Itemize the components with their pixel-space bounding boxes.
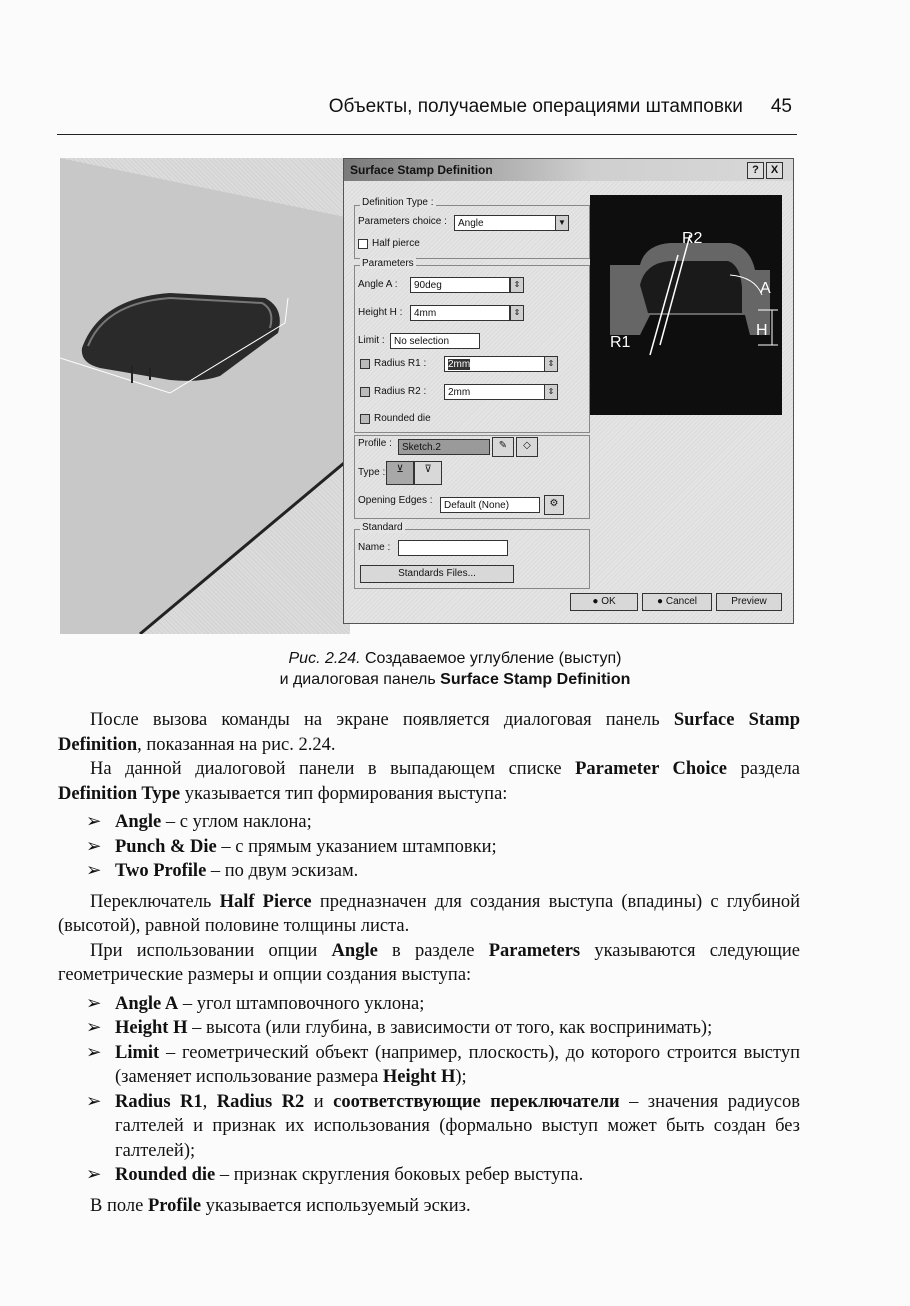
list-desc: – значения радиусов галтелей и признак их использования (формально выступ может быть создан без галтелей); [115, 1091, 800, 1161]
list-item [58, 835, 800, 860]
page-number: 45 [770, 96, 792, 117]
label-r2: R2 [682, 230, 703, 247]
list-term: Two Profile [115, 861, 207, 881]
bullet-arrow-icon: ➢ [86, 1018, 102, 1038]
paragraph-2 [58, 757, 800, 806]
list-term: Limit [115, 1042, 160, 1063]
bullet-arrow-icon: ➢ [86, 993, 102, 1014]
name-label: Name : [358, 542, 391, 553]
radius-r2-spinner[interactable]: ⇕ [544, 384, 558, 400]
radius-r2-toggle[interactable] [360, 387, 370, 397]
radius-r1-spinner[interactable]: ⇕ [544, 356, 558, 372]
body-text [58, 708, 800, 1218]
opening-edges-icon[interactable]: ⚙ [544, 495, 564, 515]
help-button[interactable]: ? [747, 162, 764, 179]
caption-line2-plain: и диалоговая панель [279, 671, 436, 688]
list-term: Radius R1 [115, 1091, 203, 1112]
sketcher-icon[interactable]: ✎ [492, 437, 514, 457]
eraser-icon[interactable]: ◇ [516, 437, 538, 457]
ok-icon: ● [592, 596, 602, 607]
cancel-icon: ● [657, 596, 666, 607]
list-term: Rounded die [115, 1165, 216, 1185]
rounded-die-toggle[interactable] [360, 414, 370, 424]
list-term: Angle [115, 812, 162, 832]
bullet-arrow-icon: ➢ [86, 836, 102, 857]
radius-r2-label: Radius R2 : [374, 386, 427, 397]
type-label: Type : [358, 467, 386, 478]
definition-type-label: Definition Type : [362, 197, 434, 208]
bullet-arrow-icon: ➢ [86, 1091, 102, 1112]
list-term-3: соответствующие переключатели [333, 1091, 620, 1112]
figure-caption [0, 648, 910, 690]
model-viewport [60, 158, 350, 634]
profile-cavity [640, 261, 742, 313]
list-term: Height H [115, 1018, 188, 1038]
type-punch-icon[interactable]: ⊻ [386, 461, 414, 485]
parameters-label: Parameters [362, 258, 414, 269]
limit-input[interactable]: No selection [390, 333, 480, 349]
running-header [0, 96, 792, 118]
cancel-button[interactable] [642, 593, 712, 611]
radius-r1-toggle[interactable] [360, 359, 370, 369]
bullet-arrow-icon: ➢ [86, 1165, 102, 1185]
ok-button[interactable] [570, 593, 638, 611]
paragraph-3 [58, 890, 800, 939]
type-die-icon[interactable]: ⊽ [414, 461, 442, 485]
profile-input[interactable]: Sketch.2 [398, 439, 490, 455]
p2-bold-1: Parameter Choice [575, 759, 727, 779]
list-item [58, 1041, 800, 1090]
p1-text-1: После вызова команды на экране появляется диалоговая панель [90, 710, 674, 730]
list-desc: – с углом наклона; [161, 812, 312, 832]
p4-text-3: указываются следующие геометрические размеры и опции создания выступа: [58, 940, 801, 985]
stamp-model-illustration [60, 158, 350, 634]
p4-text-1: При использовании опции [90, 940, 332, 961]
ok-label: OK [601, 596, 616, 607]
opening-edges-input[interactable]: Default (None) [440, 497, 540, 513]
p2-text-1: На данной диалоговой панели в выпадающем списке [90, 759, 576, 779]
p2-text-2: раздела [726, 759, 800, 779]
p1-bold-1: Surface Stamp Definition [58, 710, 800, 755]
radius-r1-value: 2mm [448, 359, 471, 370]
p3-text-1: Переключатель [90, 891, 220, 912]
list-item [58, 810, 800, 835]
angle-label: Angle A : [358, 279, 398, 290]
list-item [58, 1016, 800, 1041]
p5-text-2: указывается используемый эскиз. [201, 1195, 471, 1216]
list-desc: – геометрический объект (например, плоскость), до которого строится выступ (заменяет использование размера [115, 1042, 800, 1087]
p4-text-2: в разделе [377, 940, 489, 961]
radius-r1-input[interactable] [444, 356, 546, 372]
profile-diagram [590, 195, 782, 415]
list-term: Punch & Die [115, 836, 217, 857]
list-desc: – высота (или глубина, в зависимости от того, как воспринимать); [187, 1018, 713, 1038]
definition-type-group [354, 205, 590, 259]
label-h: H [756, 322, 768, 339]
paragraph-4 [58, 939, 800, 988]
close-button[interactable]: X [766, 162, 783, 179]
paragraph-1 [58, 708, 800, 757]
label-a: A [760, 280, 771, 297]
list-item [58, 1163, 800, 1188]
angle-spinner[interactable]: ⇕ [510, 277, 524, 293]
cancel-label: Cancel [665, 596, 697, 607]
list-desc-2: ); [455, 1067, 467, 1087]
p3-bold-1: Half Pierce [219, 891, 312, 912]
preview-button[interactable]: Preview [716, 593, 782, 611]
list-1 [58, 810, 800, 884]
half-pierce-label: Half pierce [372, 238, 420, 249]
chevron-down-icon[interactable]: ▼ [555, 215, 569, 231]
height-input[interactable]: 4mm [410, 305, 510, 321]
list-desc: – с прямым указанием штамповки; [216, 836, 497, 857]
profile-preview-image [590, 195, 782, 415]
caption-line1-text: Создаваемое углубление (выступ) [365, 650, 622, 667]
p1-text-2: , показанная на рис. 2.24. [137, 734, 336, 755]
p2-bold-2: Definition Type [58, 783, 181, 804]
p3-text-2: предназначен для создания выступа (впадины) с глубиной (высотой), равной половине толщины листа. [58, 891, 800, 936]
bullet-arrow-icon: ➢ [86, 1042, 102, 1063]
list-term-2: Radius R2 [216, 1091, 305, 1112]
opening-edges-label: Opening Edges : [358, 495, 433, 506]
sheet-plane [60, 158, 350, 634]
standards-files-button[interactable]: Standards Files... [360, 565, 514, 583]
caption-line2-bold: Surface Stamp Definition [440, 671, 631, 688]
list-desc: – угол штамповочного уклона; [178, 993, 425, 1014]
rounded-die-label: Rounded die [374, 413, 431, 424]
surface-stamp-dialog [343, 158, 794, 624]
radius-r2-input[interactable]: 2mm [444, 384, 546, 400]
bullet-arrow-icon: ➢ [86, 861, 102, 881]
parameters-choice-select[interactable]: Angle [454, 215, 566, 231]
list-item [58, 1090, 800, 1164]
header-rule [57, 134, 797, 135]
list-mid: , [202, 1091, 217, 1112]
dialog-title: Surface Stamp Definition [350, 163, 493, 177]
bullet-arrow-icon: ➢ [86, 812, 102, 832]
list-item [58, 992, 800, 1017]
parameters-choice-label: Parameters choice : [358, 216, 447, 227]
paragraph-5 [58, 1194, 800, 1219]
list-mid-2: и [304, 1091, 334, 1112]
dialog-titlebar[interactable] [344, 159, 793, 181]
half-pierce-checkbox[interactable] [358, 239, 368, 249]
list-2 [58, 992, 800, 1188]
limit-label: Limit : [358, 335, 385, 346]
height-label: Height H : [358, 307, 403, 318]
angle-input[interactable]: 90deg [410, 277, 510, 293]
list-desc: – признак скругления боковых ребер выступа. [215, 1165, 584, 1185]
p2-text-3: указывается тип формирования выступа: [180, 783, 508, 804]
caption-line-1 [0, 648, 910, 669]
radius-r1-label: Radius R1 : [374, 358, 427, 369]
list-item [58, 859, 800, 884]
name-input[interactable] [398, 540, 508, 556]
caption-prefix: Рис. 2.24. [288, 650, 361, 667]
profile-label: Profile : [358, 438, 392, 449]
caption-line-2 [0, 669, 910, 690]
list-desc: – по двум эскизам. [206, 861, 359, 881]
list-term-2: Height H [382, 1067, 456, 1087]
standard-label: Standard [362, 522, 403, 533]
p5-bold-1: Profile [147, 1195, 202, 1216]
p4-bold-2: Parameters [488, 940, 581, 961]
header-title: Объекты, получаемые операциями штамповки [328, 96, 743, 117]
p5-text-1: В поле [90, 1195, 148, 1216]
list-term: Angle A [115, 993, 179, 1014]
p4-bold-1: Angle [331, 940, 378, 961]
label-r1: R1 [610, 334, 631, 351]
height-spinner[interactable]: ⇕ [510, 305, 524, 321]
